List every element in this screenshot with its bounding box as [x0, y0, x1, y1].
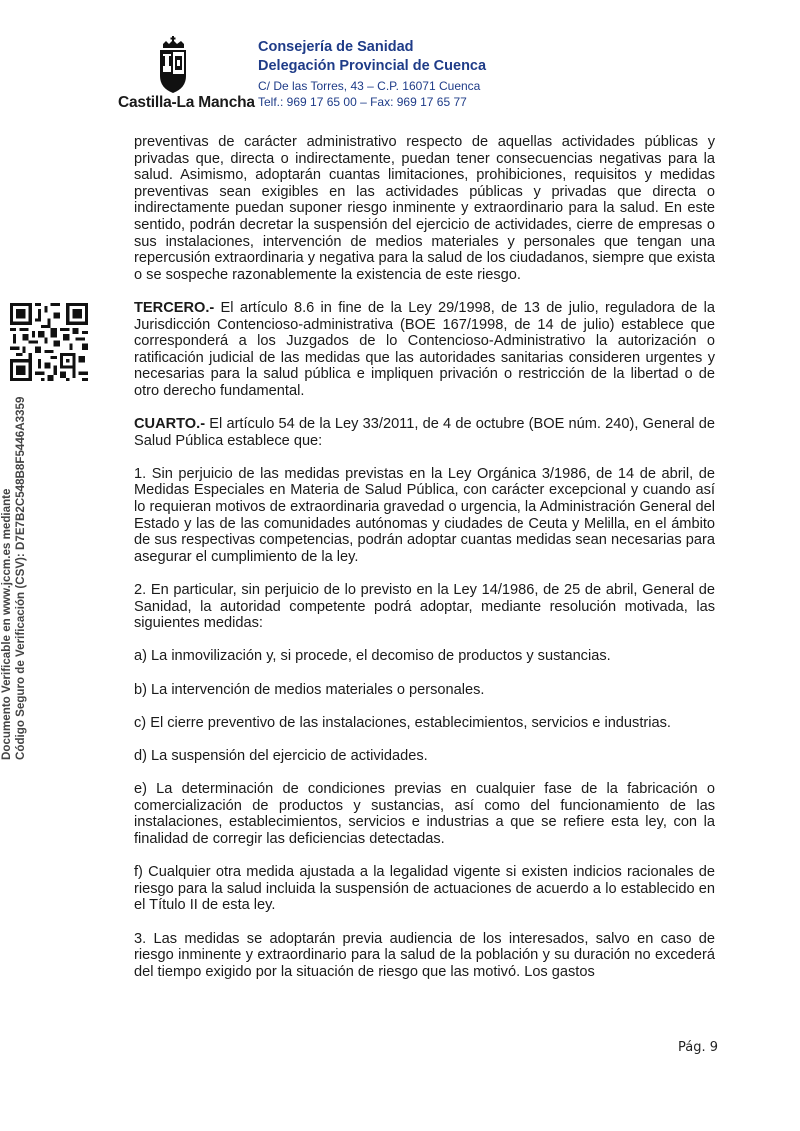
paragraph-cuarto: [134, 416, 715, 449]
measure-e: e) La determinación de condiciones previas en cualquier fase de la fabricación o comercialización de productos y sustancias, así como del funcionamiento de las instalaciones, establecimientos, servicios e industrias a que se refiere esta ley, con la finalidad de corregir las deficiencias detectadas.: [134, 781, 715, 847]
csv-verification-text: [0, 380, 28, 760]
paragraph-preventivas: preventivas de carácter administrativo respecto de aquellas actividades públicas y privadas que, directa o indirectamente, puedan tener consecuencias negativas para la salud. Asimismo, adoptarán cuantas limitaciones, prohibiciones, requisitos y medidas preventivas sean exigibles en las actividades públicas y privadas que directa o indirectamente puedan suponer riesgo inminente y extraordinario para la salud. En este sentido, podrán decretar la suspensión del ejercicio de actividades, cierre de empresas o sus instalaciones, intervención de medios materiales y personales que tengan una repercusión extraordinaria y negativa para la salud de los ciudadanos, siempre que exista o se sospeche razonablemente la existencia de este riesgo.: [134, 134, 715, 283]
paragraph-2: 2. En particular, sin perjuicio de lo previsto en la Ley 14/1986, de 25 de abril, General de Sanidad, la autoridad competente podrá adoptar, mediante resolución motivada, las siguientes medidas:: [134, 582, 715, 632]
verification-line-2: Código Seguro de Verificación (CSV): D7E7B2C548B8F5446A3359: [14, 396, 27, 760]
paragraph-3: 3. Las medidas se adoptarán previa audiencia de los interesados, salvo en caso de riesgo inminente y extraordinario para la salud de la población y su duración no excederá del tiempo exigido por la situación de riesgo que las motivó. Los gastos: [134, 930, 715, 980]
page-number: Pág. 9: [678, 1040, 719, 1055]
tercero-heading: TERCERO.-: [134, 299, 215, 316]
delegation-name: Delegación Provincial de Cuenca: [258, 58, 487, 74]
measure-d: d) La suspensión del ejercicio de actividades.: [134, 747, 428, 764]
cuarto-heading: CUARTO.-: [134, 416, 206, 433]
castle-emblem-icon: [154, 36, 200, 94]
phone-line: Telf.: 969 17 65 00 – Fax: 969 17 65 77: [258, 95, 467, 109]
measure-b: b) La intervención de medios materiales o personales.: [134, 681, 485, 698]
measure-a: a) La inmovilización y, si procede, el decomiso de productos y sustancias.: [134, 648, 611, 665]
cuarto-text: El artículo 54 de la Ley 33/2011, de 4 de octubre (BOE núm. 240), General de Salud Pública establece que:: [134, 416, 715, 449]
paragraph-tercero: [134, 300, 715, 400]
department-name: Consejería de Sanidad: [258, 39, 414, 55]
header-info: [258, 38, 486, 110]
qr-code: [10, 303, 88, 381]
measure-f: f) Cualquier otra medida ajustada a la legalidad vigente si existen indicios racionales de riesgo para la salud incluida la suspensión de actuaciones de acuerdo a lo establecido en el Título II de esta ley.: [134, 864, 715, 914]
logo-text: Castilla-La Mancha: [118, 94, 255, 111]
castilla-la-mancha-logo: [118, 36, 255, 111]
verification-line-1: Documento Verificable en www.jccm.es mediante: [0, 488, 13, 760]
paragraph-1: 1. Sin perjuicio de las medidas previstas en la Ley Orgánica 3/1986, de 14 de abril, de Medidas Especiales en Materia de Salud Pública, con carácter excepcional y cuando así lo requieran motivos de extraordinaria gravedad o urgencia, la Administración General del Estado y las de las comunidades autónomas y ciudades de Ceuta y Melilla, en el ámbito de sus respectivas competencias, podrán adoptar cuantas medidas sean necesarias para asegurar el cumplimiento de la ley.: [134, 465, 715, 565]
tercero-text: El artículo 8.6 in fine de la Ley 29/1998, de 13 de julio, reguladora de la Jurisdicción Contencioso-administrativa (BOE 167/1998, de 14 de julio) establece que corresponderá a los Juzgados de lo Contencioso-Administrativo la autorización o ratificación judicial de las medidas que las autoridades sanitarias consideren urgentes y necesarias para la salud pública e impliquen privación o restricción de la libertad o de otro derecho fundamental.: [134, 299, 715, 399]
address-line: C/ De las Torres, 43 – C.P. 16071 Cuenca: [258, 79, 481, 93]
document-body: [134, 134, 715, 997]
measure-c: c) El cierre preventivo de las instalaciones, establecimientos, servicios e industrias.: [134, 714, 671, 731]
